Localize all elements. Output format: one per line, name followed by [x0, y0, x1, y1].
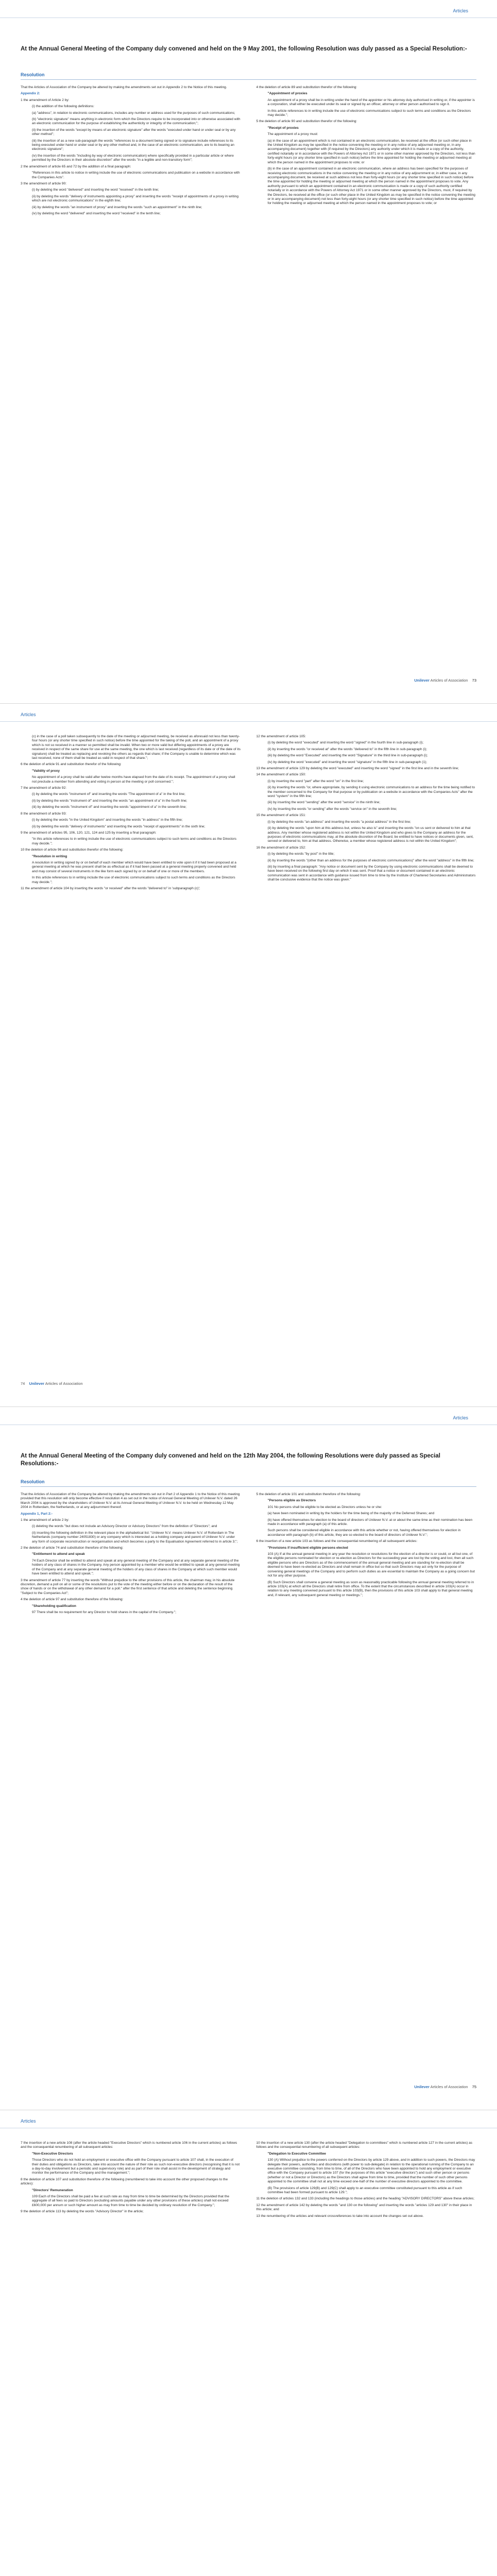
page-header-articles: Articles: [21, 2119, 36, 2124]
resolution-heading: At the Annual General Meeting of the Company duly convened and held on the 9 May 2001, the following Resolution was duly passed as a Special Resolution:-: [21, 46, 467, 52]
section-rule: [21, 1486, 476, 1487]
page-header-articles: Articles: [453, 1415, 468, 1420]
paragraph: (ii) by inserting the words "(other than an address for the purposes of electronic communications)" after the word "address" in the fifth line;: [267, 858, 474, 862]
paragraph: (iv) the insertion of the words "including by way of electronic communication) where specifically provided in a particular article or where permitted by the Directors in their absolute discretion" after the words "in a legible and non-transitory form";: [32, 154, 234, 162]
clause-heading: "Provisions if insufficient eligible persons elected: [267, 1546, 348, 1550]
page-number: 73: [472, 678, 476, 683]
header-rule: [0, 721, 497, 722]
paragraph: (iv) by deleting the word "delivered" and inserting the word "received" in the tenth line;: [32, 211, 161, 215]
right-column: [256, 2141, 477, 2221]
paragraph: 103 (A) If at the annual general meeting in any year the resolution or resolutions for the election of a director is or could, or all but one, of the eligible persons nominated for election or re-election as Directors for the succeeding year are lost by the voting and lost, then all such eligible persons who are Directors as of the commencement of the annual general meeting and are standing for re-election shall be deemed to have been re-elected as Directors and shall remain in office but so that such Directors may act only for the purpose of convening general meetings of the Company and to perform such duties as are essential to maintain the Company as a going concern but not for any other purpose.: [267, 1552, 475, 1578]
paragraph: (b) in the case of an appointment contained in an electronic communication, where an address has been specified for the purposes of receiving electronic communications in the notice convening the meeting or in any notice of any adjournment or, in either case, in any accompanying document, be received at such address not less than forty-eight hours (or any shorter time specified in such notice) before the time appointed for holding the meeting or adjourned meeting at which the person named in the appointment proposes to vote. Any authority pursuant to which an appointment contained in an electronic communication is made or a copy of such authority certified notarially or in accordance with the Powers of Attorney Act 1971 or in some other manner approved by the Directors, must, if required by the Directors, be received at the office (or such other place in the United Kingdom as may be specified in the notice convening the meeting or in any accompanying document) not less than forty-eight hours (or any shorter time specified in such notice) before the time appointed for holding the meeting or adjourned meeting at which the person named in the appointment proposes to vote; or: [267, 167, 475, 206]
right-column: [256, 86, 477, 218]
paragraph: 4 the deletion of article 97 and substitution therefore of the following:: [21, 1598, 124, 1602]
paragraph: (a) have been nominated in writing by the holders for the time being of the majority of the Deferred Shares; and: [267, 1512, 435, 1516]
paragraph: (ii) inserting the following definition in the relevant place in the alphabetical list: "Unilever N.V. means Unilever N.V. of Rotterdam in The Netherlands (company number 24051830) or any company which is interested as a holding company and parent of Unilever N.V. under any form of corporate reconstruction or reorganisation and which becomes a party to the Equalisation Agreement referred to in article 3;";: [32, 1531, 238, 1544]
paragraph: The appointment of a proxy must:: [267, 132, 318, 137]
left-column: [21, 735, 241, 893]
footer-brand: Unilever: [414, 678, 430, 683]
paragraph: 6 the deletion of article 91 and substitution therefor of the following:: [21, 762, 122, 767]
clause-heading: "Directors' Remuneration: [32, 2188, 73, 2192]
footer-text: Articles of Association: [45, 1381, 83, 1386]
paragraph: 1 the amendment of article 2 by:: [21, 1518, 70, 1522]
section-label-resolution: Resolution: [21, 72, 45, 77]
paragraph: (iii) by deleting the words "instrument of" and inserting the words "appointment of a" in the seventh line;: [32, 805, 187, 809]
left-column: [21, 1493, 241, 1617]
footer-text: Articles of Association: [430, 678, 468, 683]
paragraph: 11 the deletion of articles 132 and 133 (including the headings to those articles) and the heading "ADVISORY DIRECTORS" above these articles;: [256, 2197, 475, 2201]
left-column: [21, 2141, 241, 2221]
paragraph: 12 the amendment of article 142 by deleting the words "and 130 on the following" and inserting the words "articles 129 and 130" in their place in this article; and: [256, 2203, 472, 2212]
paragraph: 11 the amendment of article 104 by inserting the words "or received" after the words "delivered to" in 'subparagraph (c)';: [21, 886, 200, 890]
paragraph: (a) in the case of an appointment which is not contained in an electronic communication, be received at the office (or such other place in the United Kingdom as may be specified in the notice convening the meeting or in any notice of any adjourned meeting or, in any accompanying document) together with (if required by the Directors) any authority under which it is made or a copy of the authority, certified notarially or in accordance with the Powers of Attorney Act 1971 or in some other manner approved by the Directors, not less than forty-eight hours (or any shorter time specified in such notice) before the time appointed for holding the meeting or adjourned meeting at which the person named in the appointment proposes to vote; or: [267, 139, 475, 164]
document-page-76: [0, 2110, 497, 2576]
page-footer: [414, 2084, 476, 2089]
paragraph: 1 the amendment of Article 2 by:: [21, 98, 70, 102]
paragraph: (ii) by deleting the words "instrument of" and inserting the words "an appointment of a" in the fourth line;: [32, 799, 187, 803]
section-label-resolution: Resolution: [21, 1479, 45, 1484]
paragraph: "References in this article to notice in writing include the use of electronic communications and publication on a website in accordance with the Companies Acts".: [32, 171, 240, 179]
paragraph: 8 the deletion of article 107 and substitution therefore of the following (renumbered to take into account the other proposed changes to the articles):: [21, 2177, 228, 2186]
paragraph: (ii) by deleting the words "delivery of instruments" and inserting the words "receipt of appointments" in the sixth line;: [32, 824, 205, 828]
paragraph: (B) Such Directors shall convene a general meeting as soon as reasonably practicable following the annual general meeting referred to in article 103(A) at which all the Directors shall retire from office. To the extent that the circumstances described in article 103(A) occur in relation to any meeting convened pursuant to this article 103(B), then the provisions of this article 103 shall apply to that general meeting and, if relevant, any subsequent general meeting or meetings.";: [267, 1580, 474, 1597]
page-footer: [21, 1381, 83, 1386]
two-column-body: [21, 1493, 476, 1617]
document-page-74: [0, 703, 497, 1406]
two-column-body: [21, 2141, 476, 2221]
right-column: [256, 735, 477, 893]
paragraph: (iii) by inserting a final paragraph: "Any notice or document sent by the Company by using electronic communications shall be deemed to have been received on the following first day on which it was sent. Proof that a notice or document contained in an electronic communication was sent in accordance with guidance issued from time to time by the Institute of Chartered Secretaries and Administrators shall be conclusive evidence that the notice was given.": [267, 865, 476, 882]
paragraph: (i) by inserting the word "part" after the word "on" in the first line;: [267, 779, 364, 783]
paragraph: (b) have offered themselves for election to the board of directors of Unilever N.V. at or about the same time as their nomination has been made in accordance with paragraph (a) of this article.: [267, 1518, 473, 1527]
left-column: [21, 86, 241, 218]
paragraph: 12 the amendment of article 105:: [256, 735, 306, 738]
page-number: 75: [472, 2084, 476, 2089]
paragraph: In this article references to in writing include the use of electronic communications subject to such terms and conditions as the Directors may decide.";: [267, 109, 471, 117]
paragraph: That the Articles of Association of the Company be altered by making the amendments set out in Appendix 2 to the Notice of this meeting.: [21, 86, 227, 89]
paragraph: 13 the amendment of article 129 by deleting the word "executed" and inserting the word "signed" in the first line and in the seventh line;: [256, 767, 459, 771]
appendix-heading: Appendix 2:: [21, 92, 40, 96]
clause-heading: "Receipt of proxies: [267, 126, 299, 130]
paragraph: (c) in the case of a poll taken subsequently to the date of the meeting or adjourned meeting, be received as aforesaid not less than twenty-four hours (or any shorter time specified in such notice) before the time appointed for the taking of the poll, and an appointment of a proxy which is not so received in a manner so permitted shall be invalid. When two or more valid but differing appointments of a proxy are received in respect of the same share for use at the same meeting, the one which is last received (regardless of its date or of the date of its signature) shall be treated as replacing and revoking the others as regards that share; if the Company is unable to determine which was last received, none of them shall be treated as valid in respect of that share.";: [32, 735, 241, 760]
clause-heading: "Validity of proxy: [32, 769, 60, 773]
paragraph: 9 the amendment of articles 95, 106, 120, 121, 124 and 125 by inserting a final paragraph:: [21, 831, 157, 835]
paragraph: (ii) by deleting the words "upon him at this address but, unless he also is" and inserting the words "on us sent or delivered to him at that address. Any member whose registered address is not within the United Kingdom and who gives to the Company an address for the purposes of electronic communications may, at the absolute discretion of the Board, be entitled to have notices or documents given, sent, served or delivered to, him at that address. Otherwise, a member whose registered address is not within the United Kingdom";: [267, 826, 474, 843]
paragraph: 3 the amendment of article 77 by inserting the words "Without prejudice to the other provisions of this article, the chairman may, in his absolute discretion, demand a poll on all or some of the resolutions put to the vote of the meeting either before or on the declaration of the result of the show of hands or on the withdrawal of any other demand for a poll." after the first sentence of that article and deleting the sentence beginning "Subject to the Companies Act";: [21, 1578, 235, 1595]
paragraph: 130 (A) Without prejudice to the powers conferred on the Directors by article 129 above, and in addition to such powers, the Directors may delegate their powers, authorities and discretions (with power to sub-delegate) in relation to the operational running of the Company to an executive committee consisting, from time to time, of all of the Directors who have been appointed to hold any employment or executive office with the Company pursuant to article 107 (for the purposes of this article "executive directors") and such other person or persons (whether or not a Director or Directors) as the Directors shall agree from time to time, provided that the number of such other persons appointed to the committee shall not at any time exceed one-half of the number of executive directors appointed to the committee.: [267, 2158, 475, 2184]
paragraph: "In this article references to in writing include the use of electronic communications subject to such terms and conditions as the Directors may decide.";: [32, 837, 237, 845]
paragraph: 2 the deletion of article 74 and substitution therefore of the following:: [21, 1546, 124, 1550]
paragraph: 6 the insertion of a new article 103 as follows and the consequential renumbering of all subsequent articles:: [256, 1539, 418, 1544]
paragraph: (iv) by inserting the words "or sending" after the words "service on" in the seventh line;: [267, 807, 397, 811]
appendix-heading: Appendix 1, Part 2:-: [21, 1512, 53, 1516]
paragraph: 13 the renumbering of the articles and relevant crossreferences to take into account the changes set out above.: [256, 2214, 424, 2218]
paragraph: (i) by deleting the words "an address" and inserting the words "a postal address" in the first line;: [267, 820, 411, 824]
paragraph: 4 the deletion of article 89 and substitution therefor of the following:: [256, 86, 357, 89]
paragraph: (ii) by inserting the words "or received at" after the words "delivered to" in the fifth line in sub-paragraph (i);: [267, 747, 427, 751]
paragraph: 9 the deletion of article 113 by deleting the words "Advisory Director" in the article;: [21, 2210, 144, 2214]
paragraph: (i) by deleting the words "by post" in the title;: [267, 852, 335, 856]
paragraph: 97 There shall be no requirement for any Director to hold shares in the capital of the Company.";: [32, 1610, 176, 1614]
paragraph: 15 the amendment of article 151:: [256, 814, 306, 818]
paragraph: 14 the amendment of article 150:: [256, 773, 306, 777]
paragraph: No appointment of a proxy shall be valid after twelve months have elapsed from the date of its receipt. The appointment of a proxy shall not preclude a member from attending and voting in person at the meeting or poll concerned.";: [32, 775, 235, 784]
clause-heading: "Appointment of proxies: [267, 92, 307, 96]
paragraph: 109 Each of the Directors shall be paid a fee at such rate as may from time to time be determined by the Directors provided that the aggregate of all fees so paid to Directors (excluding amounts payable under any other provisions of these articles) shall not exceed £600,000 per annum or such higher amount as may from time to time be decided by ordinary resolution of the Company.";: [32, 2195, 229, 2207]
paragraph: In this article references to in writing include the use of electronic communications subject to such terms and conditions as the Directors may decide.";: [32, 876, 235, 884]
section-rule: [21, 79, 476, 80]
paragraph: (ii) by inserting the words "or, where appropriate, by sending it using electronic communications to an address for the time being notified to the member concerned to the Company for that purpose or by publication on a website in accordance with the Companies Acts" after the word "system" in the fifth line;: [267, 786, 475, 799]
clause-heading: "Persons eligible as Directors: [267, 1499, 316, 1503]
paragraph: A resolution in writing signed by or on behalf of each member which would have been entitled to vote upon it if it had been proposed at a general meeting at which he was present shall be as effectual as if it had been passed at a general meeting properly convened and held and may consist of several instruments in the like form each signed by or on behalf of one or more of the members.: [32, 860, 236, 873]
clause-heading: "Entitlement to attend and speak: [32, 1552, 85, 1556]
paragraph: 74 Each Director shall be entitled to attend and speak at any general meeting of the Company and at any separate general meeting of the holders of any class of shares in the Company. Any person appointed by a member who would be entitled to speak at any general meeting of the Company and at any separate general meeting of the holders of any class of shares in the Company at which such member would have been entitled to attend and speak.";: [32, 1558, 240, 1576]
page-header-articles: Articles: [21, 712, 36, 717]
paragraph: 5 the deletion of article 101 and substitution therefore of the following:: [256, 1493, 361, 1496]
paragraph: 7 the insertion of a new article 108 (after the article headed "Executive Directors" which is numbered article 106 in the current articles) as follows and the consequential renumbering of all subsequent articles:: [21, 2141, 237, 2149]
paragraph: (iii) by deleting the words "an instrument of proxy" and inserting the words "such an appointment" in the ninth line;: [32, 205, 202, 209]
paragraph: (i) the addition of the following definitions:: [32, 105, 94, 109]
paragraph: 101 No persons shall be eligible to be elected as Directors unless he or she:: [267, 1505, 382, 1509]
right-column: [256, 1493, 477, 1617]
two-column-body: [21, 735, 476, 893]
paragraph: (ii) by deleting the words "delivery of instruments appointing a proxy" and inserting the words "receipt of appointments of a proxy in writing which are not electronic communications" in the eighth line;: [32, 194, 239, 203]
paragraph: 10 the insertion of a new article 130 (after the article headed "Delegation to committees" which is numbered article 127 in the current articles) as follows and the consequential renumbering of all subsequent articles:: [256, 2141, 473, 2149]
paragraph: That the Articles of Association of the Company be altered by making the amendments set out in Part 2 of Appendix 1 to the Notice of this meeting provided that this resolution will only become effective if resolution 4 as set out in the notice of Annual General Meeting of Unilever N.V. dated 26 March 2004 is approved by the shareholders of Unilever N.V. at its Annual General Meeting of Unilever N.V. to be held on Wednesday 12 May 2004 in Rotterdam, the Netherlands, or at any adjournment thereof.: [21, 1493, 240, 1510]
paragraph: (i) by deleting the words "instrument of" and inserting the words "The appointment of a" in the first line;: [32, 792, 185, 796]
resolution-heading: At the Annual General Meeting of the Company duly convened and held on the 12th May 2004, the following Resolutions were duly passed as Special Resolutions:-: [21, 1453, 440, 1467]
footer-brand: Unilever: [414, 2084, 430, 2089]
paragraph: (i) by deleting the words "in the United Kingdom" and inserting the words "in address" in the fifth line;: [32, 818, 183, 822]
paragraph: (ii) the insertion of the words "except by means of an electronic signature" after the words "executed under hand or under seal or by any other method";: [32, 128, 236, 137]
paragraph: (iii) by inserting the word "sending" after the word "service" in the ninth line;: [267, 801, 381, 805]
paragraph: 8 the amendment of article 93:: [21, 811, 67, 816]
paragraph: (i) by deleting the word "delivered" and inserting the word "received" in the tenth line;: [32, 188, 159, 192]
paragraph: (iii) the insertion of as a new sub-paragraph the words "references to a document being signed or to signature include references to its being executed under hand or under seal or by any other method and, in the case of an electronic communication, are to its bearing an electronic signature";: [32, 139, 234, 151]
paragraph: 16 the amendment of article 152:: [256, 845, 306, 850]
paragraph: Such persons shall be considered eligible in accordance with this article whether or not, having offered themselves for election in accordance with paragraph (b) of this article, they are so elected to the board of directors of Unilever N.V.";: [267, 1529, 461, 1537]
paragraph: 7 the amendment of article 92:: [21, 786, 67, 790]
paragraph: (iv) by deleting the word "executed" and inserting the word "signature" in the fifth line in sub-paragraph (1);: [267, 760, 427, 764]
paragraph: (i) by deleting the word "executed" and inserting the word "signed" in the fourth line in sub-paragraph (i);: [267, 741, 424, 745]
clause-heading: "Resolution in writing: [32, 854, 67, 858]
paragraph: 2 the amendment of article 65 and 72 by the addition of a final paragraph:: [21, 164, 131, 168]
clause-heading: "Delegation to Executive Committee: [267, 2151, 326, 2156]
page-header-articles: Articles: [453, 8, 468, 13]
document-page-75: [0, 1406, 497, 2110]
page-footer: [414, 678, 476, 683]
paragraph: (B) The provisions of article 129(B) and 129(C) shall apply to an executive committee constituted pursuant to this article as if such committee had been formed pursuant to article 129.";: [267, 2186, 462, 2195]
two-column-body: [21, 86, 476, 218]
paragraph: (i) deleting the words "but does not include an Advisory Director or Advisory Directors" from the definition of "Directors"; and: [32, 1524, 217, 1529]
document-page-73: [0, 0, 497, 703]
paragraph: 3 the amendment of article 90:: [21, 181, 67, 185]
clause-heading: "Non-Executive Directors: [32, 2151, 73, 2156]
footer-text: Articles of Association: [430, 2084, 468, 2089]
paragraph: (iii) by deleting the word "Executed" and inserting the word "Signature" in the third line in sub-paragraph (i);: [267, 754, 428, 758]
paragraph: 10 the deletion of article 96 and substitution therefor of the following:: [21, 848, 124, 852]
paragraph: (a) "address", in relation to electronic communications, includes any number or address used for the purposes of such communications;: [32, 111, 235, 115]
paragraph: 5 the deletion of article 90 and substitution therefor of the following:: [256, 120, 357, 124]
footer-brand: Unilever: [29, 1381, 45, 1386]
page-number: 74: [21, 1381, 25, 1386]
paragraph: An appointment of a proxy shall be in writing under the hand of the appointer or his attorney duly authorised in writing or, if the appointer is a corporation, shall either be executed under its seal or signed by an officer, attorney or other person authorised to sign it.: [267, 98, 475, 107]
paragraph: (b) "electronic signature" means anything in electronic form which the Directors require to be incorporated into or otherwise associated with an electronic communication for the purpose of establishing the authenticity or integrity of the communication;";: [32, 117, 241, 126]
paragraph: Those Directors who do not hold an employment or executive office with the Company pursuant to article 107 shall, in the execution of their duties and obligations as Directors, take into account the nature of their role as such non-executive directors (recognising that it is not a day-to-day involvement but a periodic and supervisory role) and as part of their role shall assist in the development of strategy and monitor the performance of the Company and the management.";: [32, 2158, 240, 2175]
clause-heading: "Shareholding qualification: [32, 1604, 76, 1608]
